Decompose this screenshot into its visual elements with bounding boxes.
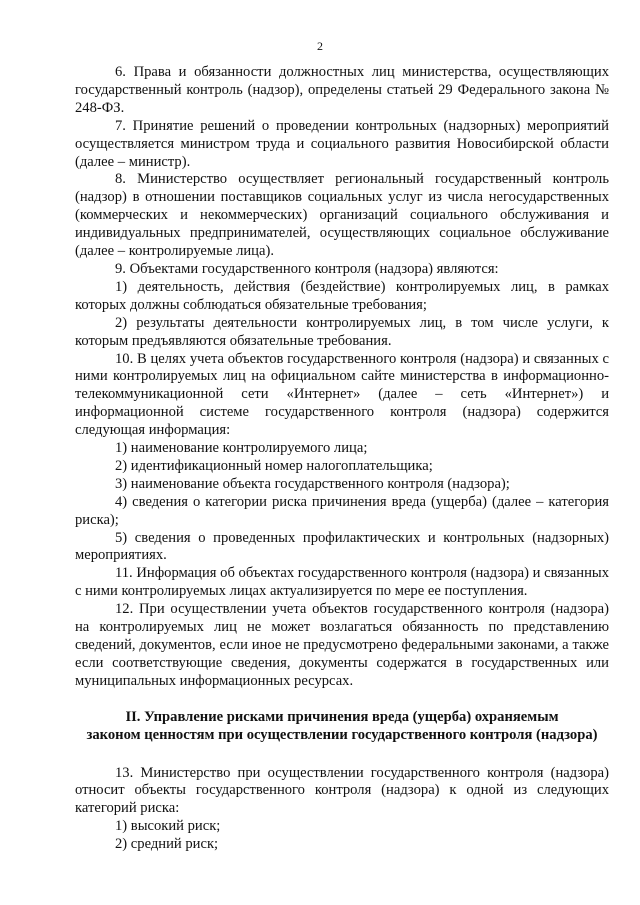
section-heading: [75, 709, 609, 745]
paragraph: 10. В целях учета объектов государственного контроля (надзора) и связанных с ними контролируемых лиц на официальном сайте министерства в информационно-телекоммуникационной сети «Интернет» (далее – сеть «Интернет») и информационной системе государственного контроля (надзора) содержится следующая информация:: [75, 350, 609, 439]
paragraph: 1) наименование контролируемого лица;: [115, 440, 368, 457]
paragraph: 11. Информация об объектах государственного контроля (надзора) и связанных с ними контролируемых лицах актуализируется по мере ее поступления.: [75, 565, 609, 600]
paragraph: 13. Министерство при осуществлении государственного контроля (надзора) относит объекты государственного контроля (надзора) к одной из следующих категорий риска:: [75, 764, 609, 817]
document-body: [75, 64, 609, 854]
paragraph: 8. Министерство осуществляет региональный государственный контроль (надзор) в отношении поставщиков социальных услуг из числа негосударственных (коммерческих и некоммерческих) организаций социального обслуживания и индивидуальных предпринимателей, осуществляющих социальное обслуживание (далее – контролируемые лица).: [75, 171, 609, 260]
paragraph: 7. Принятие решений о проведении контрольных (надзорных) мероприятий осуществляется министром труда и социального развития Новосибирской области (далее – министр).: [75, 117, 609, 170]
paragraph: 1) деятельность, действия (бездействие) контролируемых лиц, в рамках которых должны соблюдаться обязательные требования;: [75, 278, 609, 313]
paragraph: 1) высокий риск;: [115, 818, 221, 835]
paragraph: 6. Права и обязанности должностных лиц министерства, осуществляющих государственный контроль (надзор), определены статьей 29 Федерального закона № 248-ФЗ.: [75, 64, 609, 116]
section-heading-line: II. Управление рисками причинения вреда (ущерба) охраняемым: [125, 708, 559, 725]
paragraph: 3) наименование объекта государственного контроля (надзора);: [115, 475, 510, 492]
paragraph: 9. Объектами государственного контроля (надзора) являются:: [115, 260, 499, 277]
paragraph: 5) сведения о проведенных профилактических и контрольных (надзорных) мероприятиях.: [75, 529, 609, 564]
section-heading-line: законом ценностям при осуществлении государственного контроля (надзора): [86, 726, 598, 743]
page-number: 2: [317, 39, 323, 53]
paragraph: 2) идентификационный номер налогоплательщика;: [115, 457, 433, 474]
paragraph: 2) результаты деятельности контролируемых лиц, в том числе услуги, к которым предъявляются обязательные требования.: [75, 314, 609, 349]
paragraph: 2) средний риск;: [115, 836, 219, 853]
paragraph: 4) сведения о категории риска причинения вреда (ущерба) (далее – категория риска);: [75, 493, 609, 528]
paragraph: 12. При осуществлении учета объектов государственного контроля (надзора) на контролируемых лиц не может возлагаться обязанность по представлению сведений, документов, если иное не предусмотрено федеральными законами, а также если соответствующие сведения, документы содержатся в государственных или муниципальных информационных ресурсах.: [75, 601, 609, 689]
